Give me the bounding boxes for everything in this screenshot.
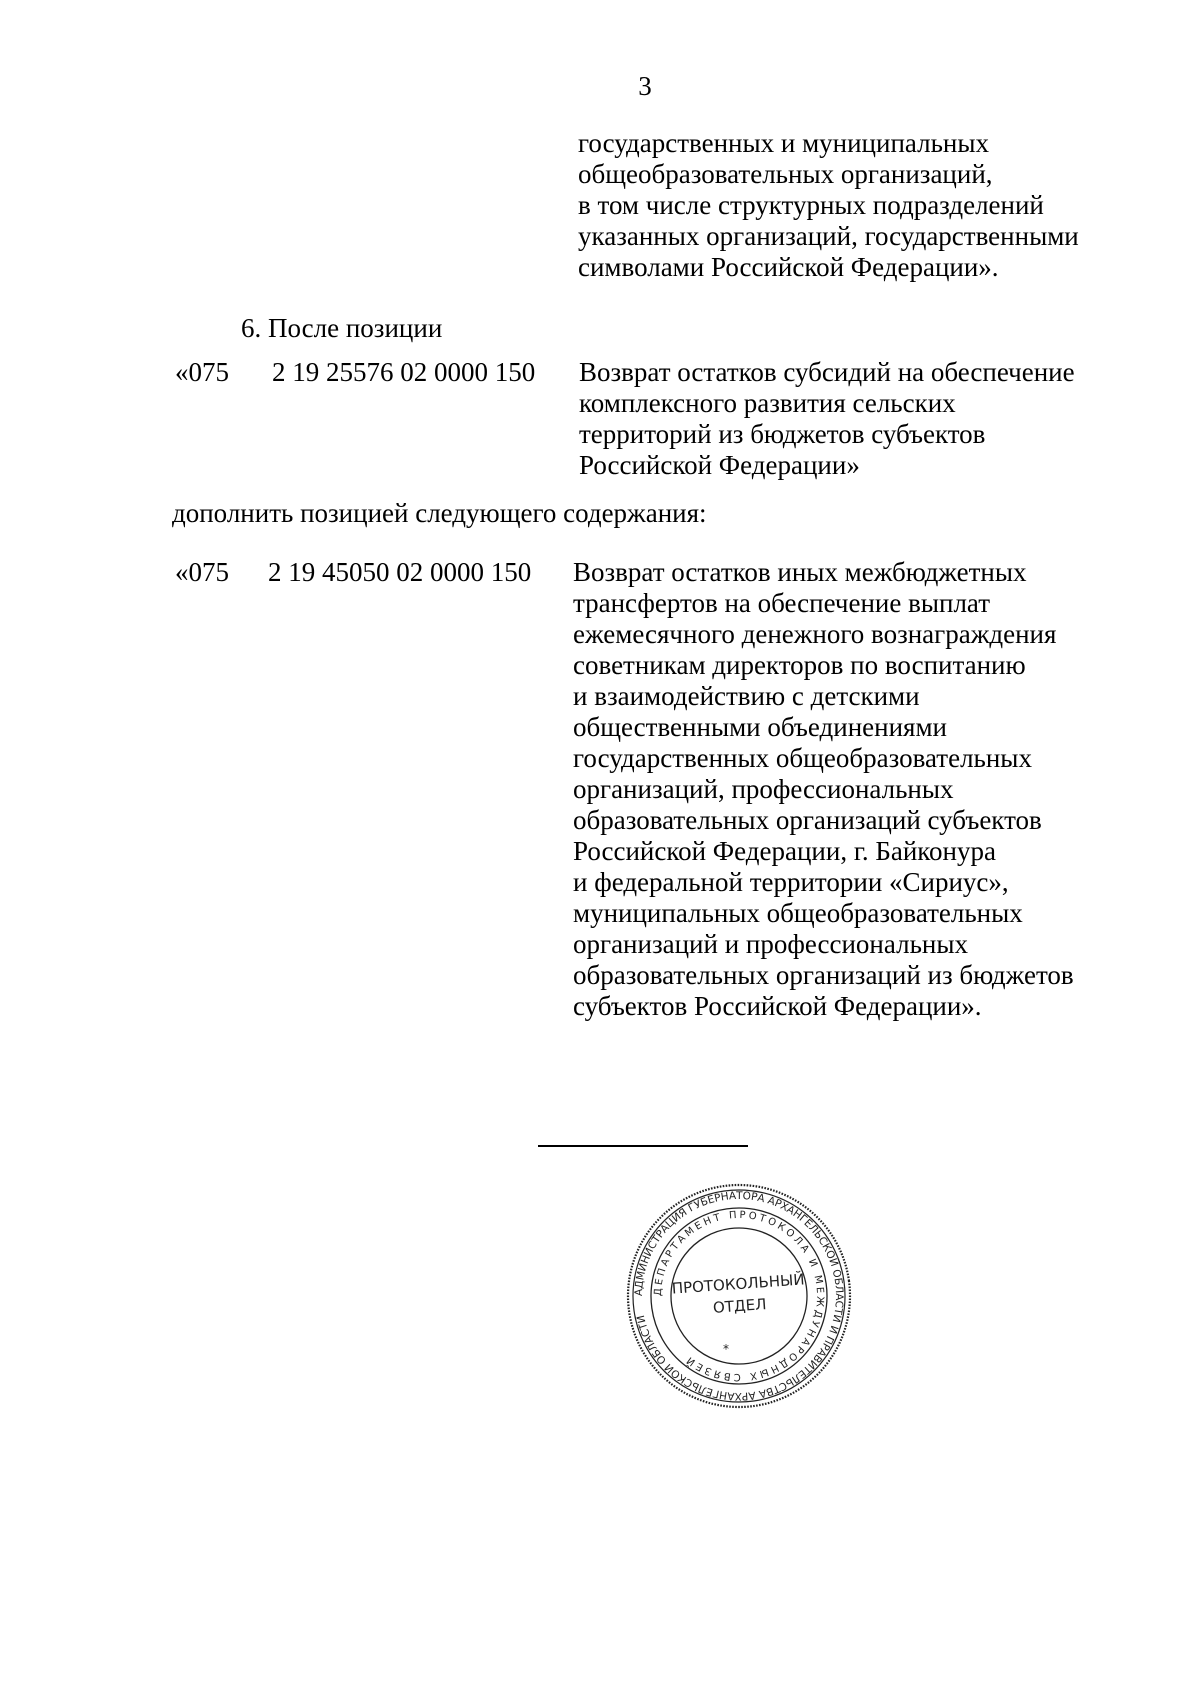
text-line: советникам директоров по воспитанию xyxy=(573,650,1026,680)
seal-star-icon: * xyxy=(723,1342,729,1356)
text-line: образовательных организаций субъектов xyxy=(573,805,1042,835)
text-line: муниципальных общеобразовательных xyxy=(573,898,1023,928)
text-line: трансфертов на обеспечение выплат xyxy=(573,588,990,618)
seal-center-line1: ПРОТОКОЛЬНЫЙ xyxy=(671,1270,806,1298)
text-line: Российской Федерации, г. Байконура xyxy=(573,836,996,866)
text-line: ежемесячного денежного вознаграждения xyxy=(573,619,1057,649)
row1-code: 2 19 25576 02 0000 150 xyxy=(272,357,536,387)
row1-quote: «075 xyxy=(175,357,229,387)
text-line: государственных и муниципальных xyxy=(578,128,989,158)
text-line: комплексного развития сельских xyxy=(579,388,956,418)
text-line: и взаимодействию с детскими xyxy=(573,681,920,711)
text-line: указанных организаций, государственными xyxy=(578,221,1079,251)
text-line: государственных общеобразовательных xyxy=(573,743,1032,773)
text-line: общеобразовательных организаций, xyxy=(578,159,993,189)
item-6-heading: 6. После позиции xyxy=(241,313,443,343)
text-line: в том числе структурных подразделений xyxy=(578,190,1044,220)
seal-center-line2: ОТДЕЛ xyxy=(712,1295,767,1317)
supplement-text: дополнить позицией следующего содержания: xyxy=(172,498,707,528)
text-line: Возврат остатков субсидий на обеспечение xyxy=(579,357,1075,387)
page-number: 3 xyxy=(638,71,652,101)
text-line: общественными объединениями xyxy=(573,712,947,742)
row2-code: 2 19 45050 02 0000 150 xyxy=(268,557,532,587)
row2-quote: «075 xyxy=(175,557,229,587)
row2-description xyxy=(573,557,1074,1022)
row1-description xyxy=(579,357,1075,481)
continuation-text xyxy=(578,128,1079,283)
text-line: субъектов Российской Федерации». xyxy=(573,991,982,1021)
text-line: Возврат остатков иных межбюджетных xyxy=(573,557,1027,587)
seal-outer-text: АДМИНИСТРАЦИЯ ГУБЕРНАТОРА АРХАНГЕЛЬСКОЙ ОБЛАСТИ И ПРАВИТЕЛЬСТВА АРХАНГЕЛЬСКОЙ ОБЛАСТИ xyxy=(632,1189,846,1403)
text-line: и федеральной территории «Сириус», xyxy=(573,867,1009,897)
text-line: организаций и профессиональных xyxy=(573,929,968,959)
seal-inner-text: ДЕПАРТАМЕНТ ПРОТОКОЛА И МЕЖДУНАРОДНЫХ СВЯЗЕЙ xyxy=(652,1209,826,1383)
text-line: Российской Федерации» xyxy=(579,450,860,480)
end-divider xyxy=(538,1145,748,1147)
text-line: образовательных организаций из бюджетов xyxy=(573,960,1074,990)
text-line: символами Российской Федерации». xyxy=(578,252,999,282)
text-line: территорий из бюджетов субъектов xyxy=(579,419,986,449)
official-seal xyxy=(626,1183,852,1409)
text-line: организаций, профессиональных xyxy=(573,774,954,804)
